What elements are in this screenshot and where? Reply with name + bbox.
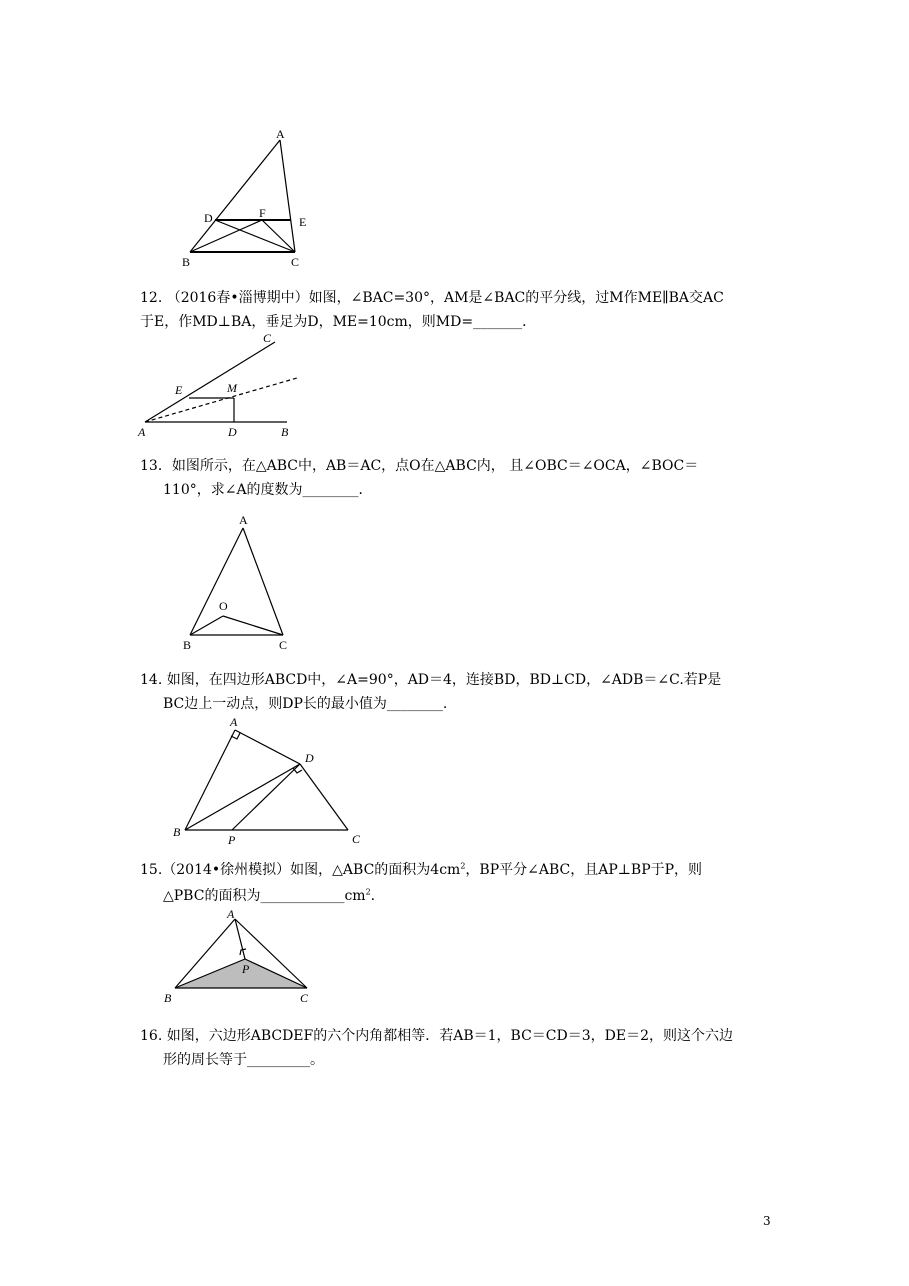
label-a: A — [138, 425, 146, 439]
problem-15-text-c: △PBC的面积为____________cm — [163, 888, 366, 904]
label-b: B — [183, 638, 192, 652]
label-c: C — [352, 832, 361, 846]
problem-15-line-2 — [163, 886, 375, 906]
label-a: A — [230, 715, 238, 729]
problem-12-line-2: 于E，作MD⊥BA，垂足为D，ME=10cm，则MD=_______． — [140, 314, 537, 330]
label-b: B — [164, 991, 172, 1005]
label-c: C — [291, 255, 300, 269]
figure-isosceles-q13 — [178, 510, 298, 655]
problem-12-line-1: 12. （2016春•淄博期中）如图，∠BAC=30°，AM是∠BAC的平分线，过M作ME∥BA交AC — [140, 290, 724, 306]
shaded-triangle-pbc — [175, 959, 307, 988]
problem-13-line-2: 110°，求∠A的度数为________． — [163, 482, 373, 498]
page-number: 3 — [763, 1214, 771, 1228]
label-f: F — [259, 206, 266, 220]
label-p: P — [242, 962, 250, 976]
figure-angle-bisector-q12 — [135, 330, 305, 440]
problem-15-text-b: ，BP平分∠ABC，且AP⊥BP于P，则 — [465, 862, 703, 878]
figure-triangle-abc-q11 — [170, 120, 320, 275]
superscript-2: 2 — [460, 861, 466, 871]
problem-15-text-d: . — [370, 888, 376, 904]
label-e: E — [299, 215, 307, 229]
label-o: O — [219, 599, 228, 613]
label-e: E — [175, 383, 183, 397]
problem-14-line-2: BC边上一动点，则DP长的最小值为________. — [163, 696, 448, 712]
superscript-2: 2 — [365, 887, 371, 897]
label-c: C — [263, 331, 272, 345]
problem-16-line-2: 形的周长等于_________。 — [163, 1052, 324, 1068]
label-d: D — [204, 211, 213, 225]
label-c: C — [300, 991, 309, 1005]
problem-15-line-1 — [140, 860, 702, 880]
label-m: M — [227, 381, 237, 395]
figure-quadrilateral-q14 — [165, 712, 375, 852]
problem-15-text-a: 15.（2014•徐州模拟）如图，△ABC的面积为4cm — [140, 862, 461, 878]
label-a: A — [276, 127, 285, 141]
label-a: A — [239, 513, 248, 527]
figure-shaded-triangle-q15 — [160, 904, 320, 1009]
label-b: B — [182, 255, 191, 269]
problem-13-line-1: 13．如图所示，在△ABC中，AB＝AC，点O在△ABC内， 且∠OBC＝∠OCA，∠BOC＝ — [140, 458, 699, 474]
problem-14-line-1: 14. 如图，在四边形ABCD中，∠A=90°，AD＝4，连接BD，BD⊥CD，∠ADB＝∠C.若P是 — [140, 672, 722, 688]
label-p: P — [228, 833, 236, 847]
label-c: C — [279, 638, 288, 652]
label-d: D — [305, 751, 314, 765]
problem-16-line-1: 16. 如图，六边形ABCDEF的六个内角都相等．若AB＝1，BC＝CD＝3，DE＝2，则这个六边 — [140, 1028, 734, 1044]
label-b: B — [281, 425, 289, 439]
label-b: B — [173, 825, 181, 839]
label-a: A — [227, 907, 235, 921]
label-d: D — [228, 425, 237, 439]
